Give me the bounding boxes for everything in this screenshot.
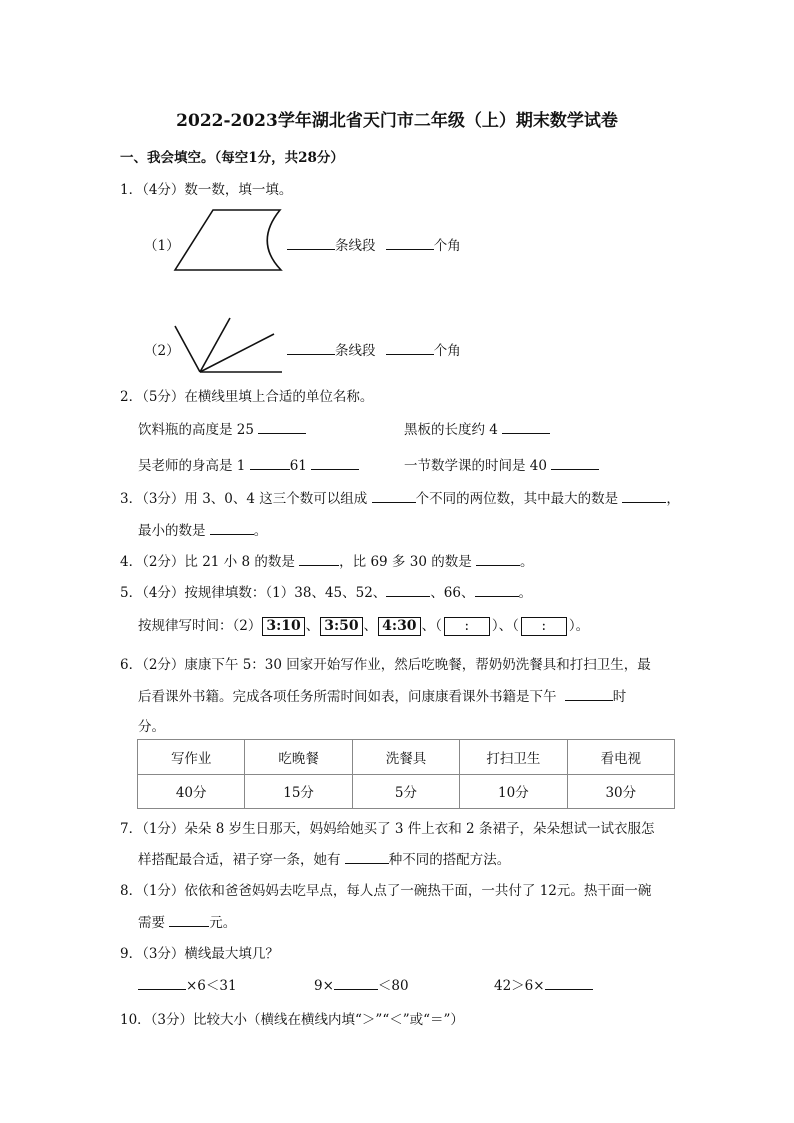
q2-stem: 2．（5分）在横线里填上合适的单位名称。: [120, 389, 374, 405]
q1-item2-label: （2）: [144, 343, 180, 359]
unit-label: 个角: [433, 238, 461, 254]
table-header-cell: 洗餐具: [352, 740, 459, 775]
answer-blank[interactable]: [258, 419, 306, 434]
answer-blank[interactable]: [287, 235, 335, 250]
answer-blank[interactable]: [622, 488, 666, 503]
q7-line2: 样搭配最合适，裙子穿一条，她有 种不同的搭配方法。: [138, 848, 510, 868]
answer-blank[interactable]: [386, 340, 434, 355]
answer-blank[interactable]: [169, 912, 209, 927]
q6-line1: 6．（2分）康康下午 5：30 回家开始写作业，然后吃晚餐，帮奶奶洗餐具和打扫卫生，最: [120, 657, 651, 673]
answer-blank[interactable]: [138, 975, 186, 990]
table-header-cell: 写作业: [138, 740, 245, 775]
table-cell: 5分: [352, 774, 459, 809]
unit-label: 条线段: [335, 343, 376, 359]
q3-line1: 3．（3分）用 3、0、4 这三个数可以组成 个不同的两位数，其中最大的数是 ，: [120, 487, 680, 507]
table-header-cell: 打扫卫生: [460, 740, 567, 775]
q2-b: 黑板的长度约 4: [404, 418, 550, 438]
task-time-table: [137, 739, 675, 809]
unit-label: 个角: [433, 343, 461, 359]
time-box: 4:30: [378, 617, 420, 636]
table-cell: 30分: [567, 774, 674, 809]
table-cell: 15分: [245, 774, 352, 809]
q1-item2-answers: [287, 339, 461, 359]
answer-blank[interactable]: [287, 340, 335, 355]
answer-blank[interactable]: [502, 419, 550, 434]
answer-blank[interactable]: [386, 582, 430, 597]
table-header-cell: 看电视: [567, 740, 674, 775]
q9-c: 42＞6×: [494, 974, 593, 994]
table-row: [138, 774, 675, 809]
answer-blank[interactable]: [345, 849, 389, 864]
answer-blank[interactable]: [565, 686, 613, 701]
table-cell: 40分: [138, 774, 245, 809]
answer-blank[interactable]: [372, 488, 416, 503]
q2-d: 一节数学课的时间是 40: [404, 454, 599, 474]
table-header-cell: 吃晚餐: [245, 740, 352, 775]
answer-blank[interactable]: [210, 520, 254, 535]
answer-blank[interactable]: [334, 975, 378, 990]
q5-line2: 按规律写时间：（2） 3:10 、 3:50 、 4:30 、（ : ）、（ : ）。: [138, 618, 590, 634]
q9-a: ×6＜31: [138, 974, 237, 994]
table-cell: 10分: [460, 774, 567, 809]
time-box: 3:50: [320, 617, 362, 636]
q9-stem: 9．（3分）横线最大填几？: [120, 946, 279, 962]
answer-blank[interactable]: [551, 455, 599, 470]
q6-line3: 分。: [138, 719, 165, 735]
q2-c: 吴老师的身高是 1 61: [138, 454, 359, 474]
table-row: [138, 740, 675, 775]
empty-time-box[interactable]: :: [521, 617, 567, 636]
q8-line2: 需要 元。: [138, 911, 236, 931]
answer-blank[interactable]: [386, 235, 434, 250]
q1-item1-answers: [287, 234, 461, 254]
time-box: 3:10: [262, 617, 304, 636]
q3-line2: 最小的数是 。: [138, 519, 267, 539]
q4-line: 4．（2分）比 21 小 8 的数是 ，比 69 多 30 的数是 。: [120, 550, 534, 570]
answer-blank[interactable]: [476, 551, 520, 566]
answer-blank[interactable]: [475, 582, 519, 597]
q6-line2: 后看课外书籍。完成各项任务所需时间如表，问康康看课外书籍是下午 时: [138, 685, 626, 705]
section-heading: 一、我会填空。（每空1分，共28分）: [120, 150, 344, 166]
unit-label: 条线段: [335, 238, 376, 254]
q5-line1: 5．（4分）按规律填数：（1）38、45、52、 、66、 。: [120, 581, 532, 601]
answer-blank[interactable]: [299, 551, 339, 566]
figure-rays: [170, 314, 290, 376]
answer-blank[interactable]: [250, 455, 290, 470]
q9-b: 9× ＜80: [314, 974, 409, 994]
answer-blank[interactable]: [545, 975, 593, 990]
figure-shape: [170, 206, 290, 276]
q8-line1: 8．（1分）依依和爸爸妈妈去吃早点，每人点了一碗热干面，一共付了 12元。热干面一碗: [120, 883, 652, 899]
answer-blank[interactable]: [311, 455, 359, 470]
q7-line1: 7．（1分）朵朵 8 岁生日那天，妈妈给她买了 3 件上衣和 2 条裙子，朵朵想试一试衣服怎: [120, 821, 655, 837]
page-title: 2022-2023学年湖北省天门市二年级（上）期末数学试卷: [176, 111, 618, 131]
q10-stem: 10．（3分）比较大小（横线在横线内填“＞”“＜”或“＝”）: [120, 1012, 464, 1028]
q2-a: 饮料瓶的高度是 25: [138, 418, 306, 438]
q1-stem: 1．（4分）数一数，填一填。: [120, 182, 293, 198]
empty-time-box[interactable]: :: [444, 617, 490, 636]
q1-item1-label: （1）: [144, 238, 180, 254]
